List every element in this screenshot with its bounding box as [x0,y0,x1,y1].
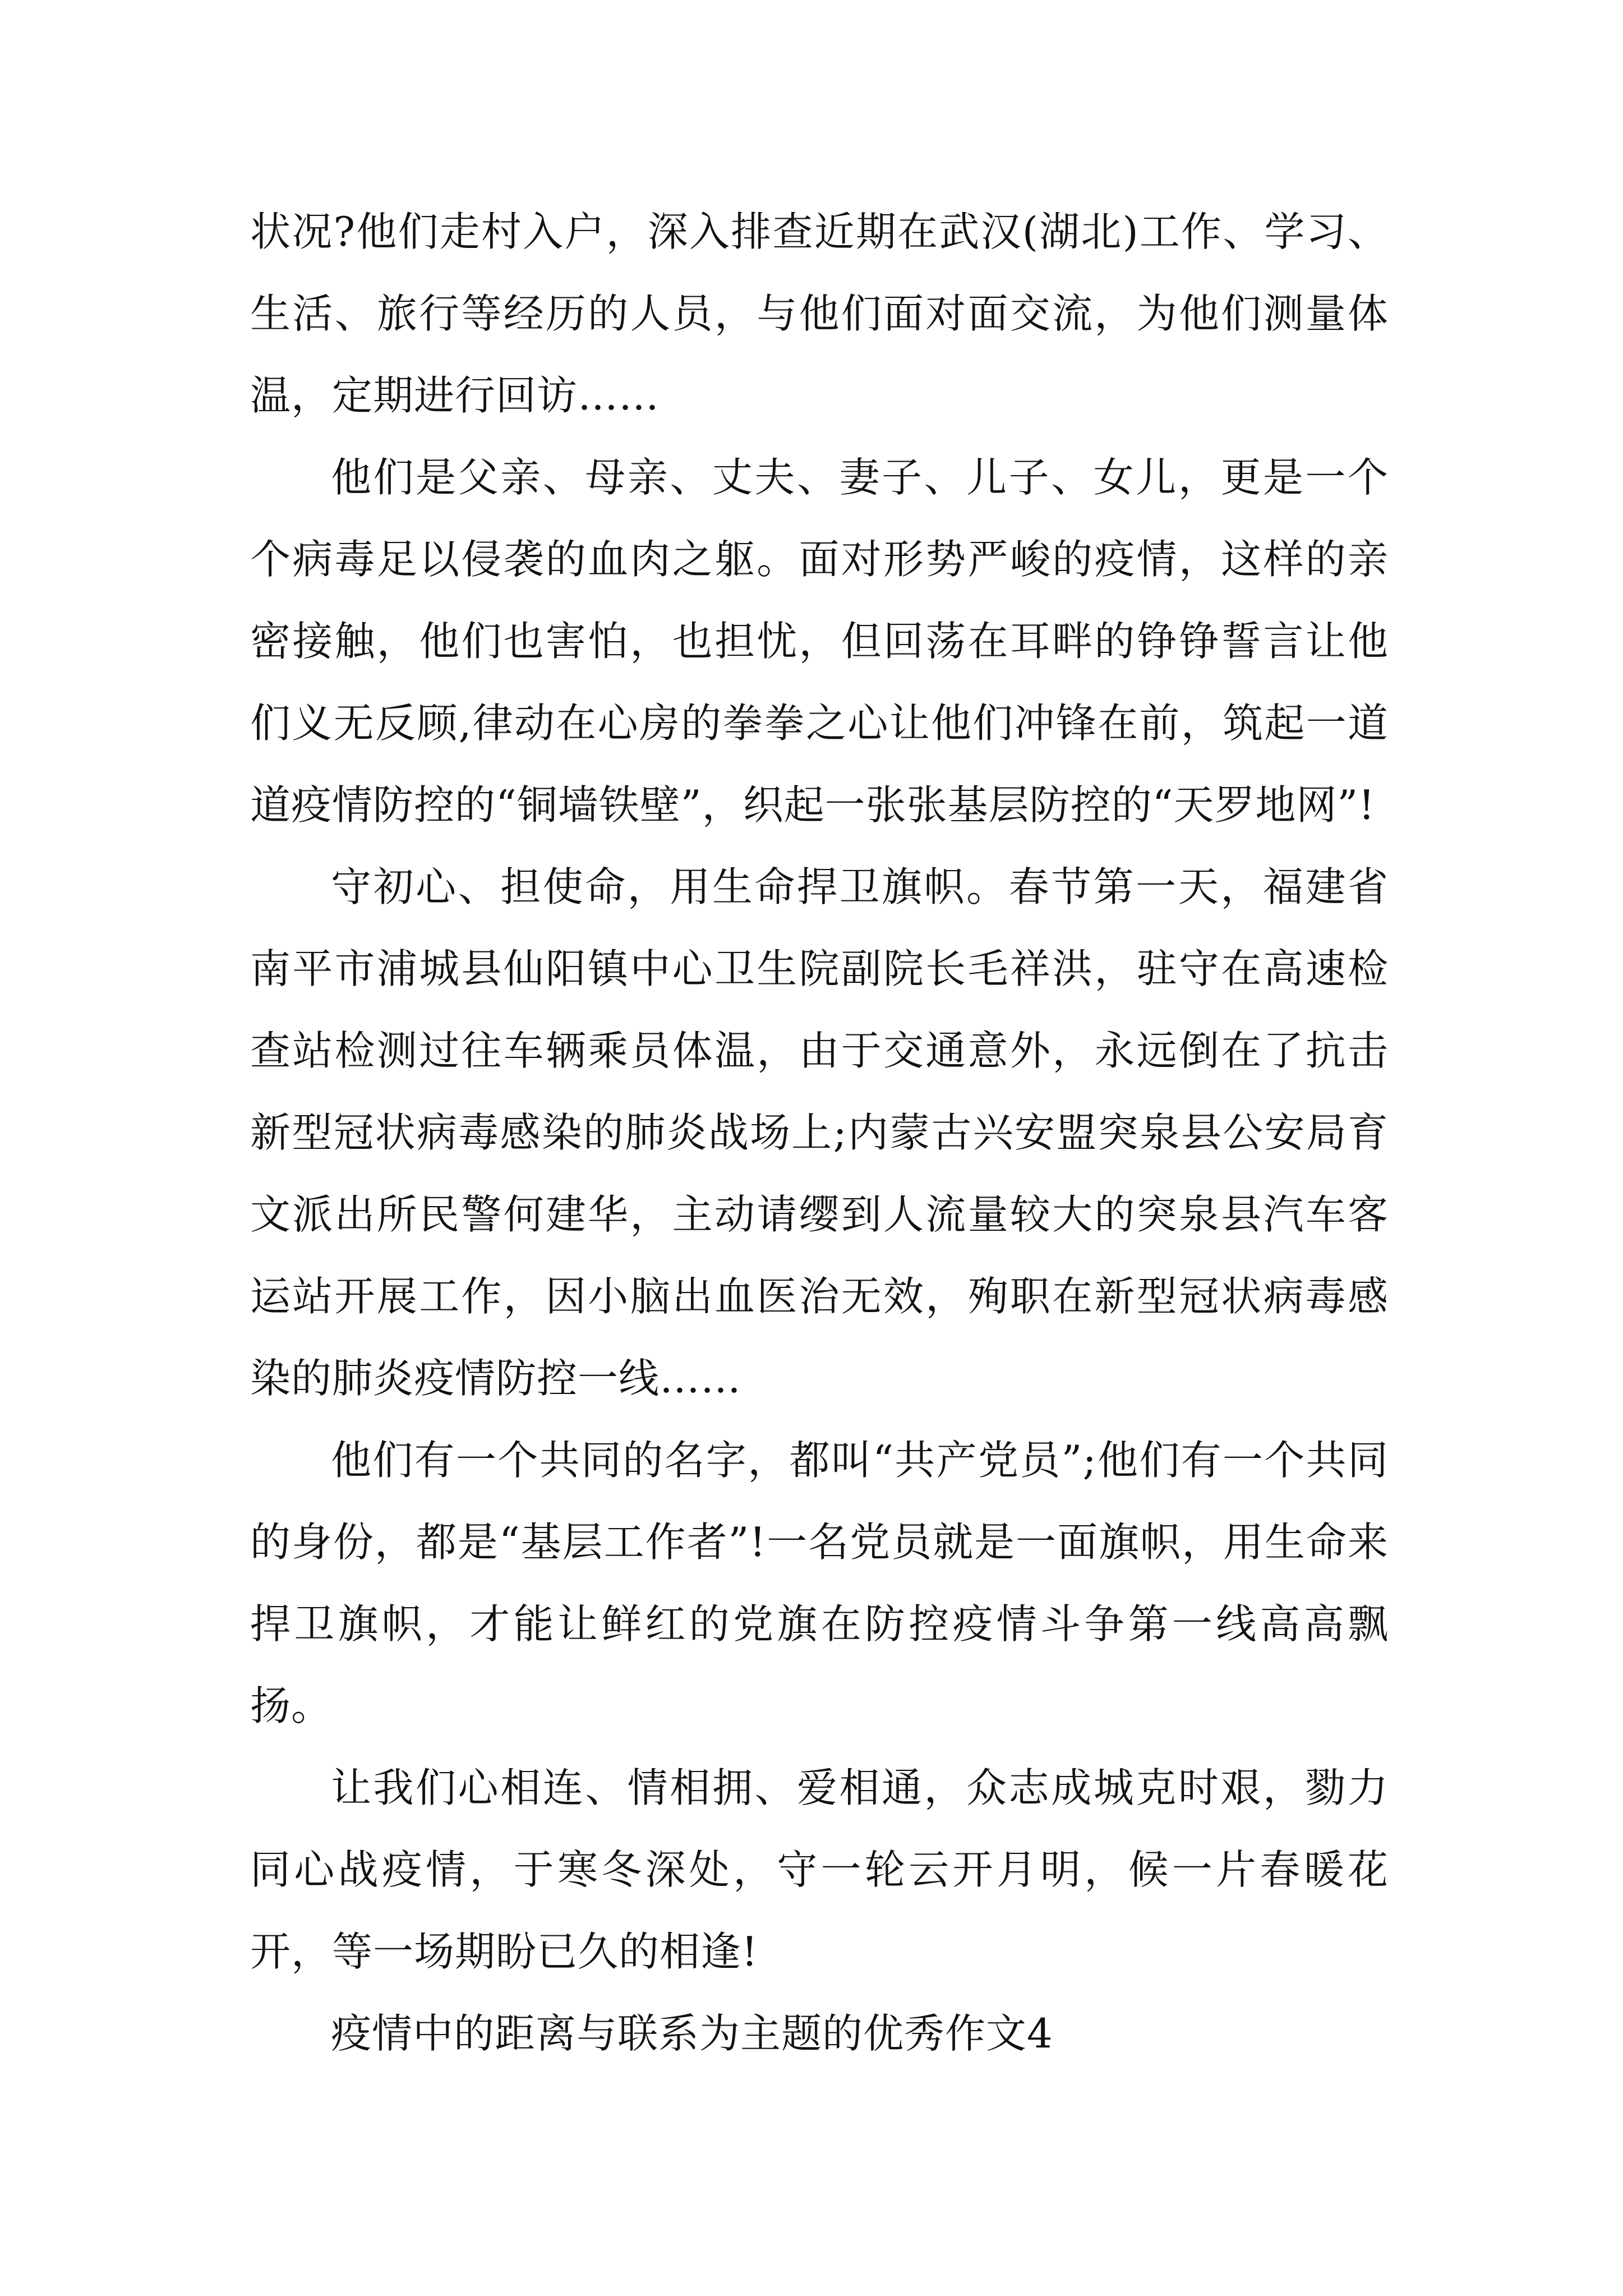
document-body [250,191,1389,2074]
body-paragraph: 他们是父亲、母亲、丈夫、妻子、儿子、女儿，更是一个个病毒足以侵袭的血肉之躯。面对形势严峻的疫情，这样的亲密接触，他们也害怕，也担忧，但回荡在耳畔的铮铮誓言让他们义无反顾,律动在心房的拳拳之心让他们冲锋在前，筑起一道道疫情防控的“铜墙铁壁”，织起一张张基层防控的“天罗地网”! [250,454,1389,829]
body-paragraph: 守初心、担使命，用生命捍卫旗帜。春节第一天，福建省南平市浦城县仙阳镇中心卫生院副院长毛祥洪，驻守在高速检查站检测过往车辆乘员体温，由于交通意外，永远倒在了抗击新型冠状病毒感染的肺炎战场上;内蒙古兴安盟突泉县公安局育文派出所民警何建华，主动请缨到人流量较大的突泉县汽车客运站开展工作，因小脑出血医治无效，殉职在新型冠状病毒感染的肺炎疫情防控一线…… [250,863,1389,1402]
body-paragraph: 状况?他们走村入户，深入排查近期在武汉(湖北)工作、学习、生活、旅行等经历的人员，与他们面对面交流，为他们测量体温，定期进行回访…… [250,208,1389,419]
body-paragraph: 让我们心相连、情相拥、爱相通，众志成城克时艰，勠力同心战疫情，于寒冬深处，守一轮云开月明，候一片春暖花开，等一场期盼已久的相逢! [250,1764,1389,1975]
body-paragraph: 他们有一个共同的名字，都叫“共产党员”;他们有一个共同的身份，都是“基层工作者”!一名党员就是一面旗帜，用生命来捍卫旗帜，才能让鲜红的党旗在防控疫情斗争第一线高高飘扬。 [250,1437,1389,1729]
section-heading: 疫情中的距离与联系为主题的优秀作文4 [331,2010,1053,2057]
